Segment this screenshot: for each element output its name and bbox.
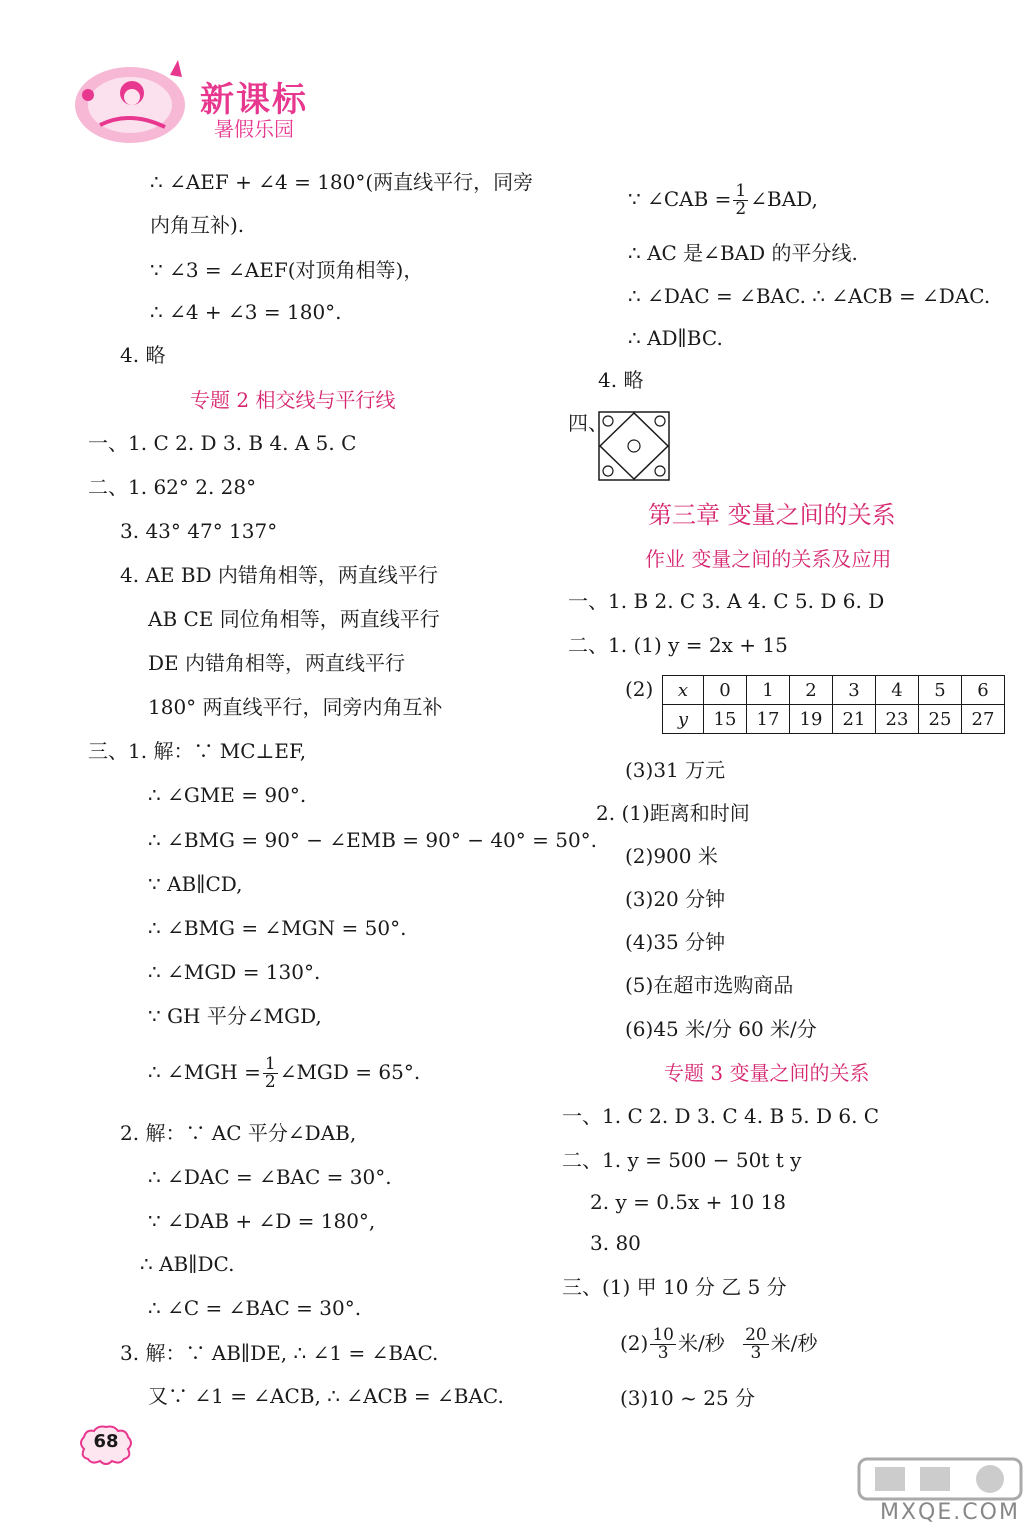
answer-line: 二、1. (1) y = 2x + 15 <box>568 633 788 657</box>
fraction-numerator: 1 <box>735 181 747 201</box>
answer-line: ∴ ∠BMG = ∠MGN = 50°. <box>148 916 407 940</box>
fraction <box>263 1056 278 1091</box>
fraction <box>743 1327 769 1362</box>
answer-line: ∴ ∠GME = 90°. <box>148 783 307 807</box>
fraction <box>650 1327 676 1362</box>
strawberry-grid-figure <box>598 411 670 481</box>
fraction-numerator: 1 <box>264 1054 276 1074</box>
fraction <box>733 183 748 218</box>
answer-line: 四、 <box>568 411 608 435</box>
answer-line: ∵ AB∥CD, <box>148 872 243 896</box>
table-header-x: x <box>663 676 704 705</box>
answer-line: 180° 两直线平行，同旁内角互补 <box>148 695 443 719</box>
answer-line: ∴ AD∥BC. <box>628 326 723 350</box>
fraction-denominator: 2 <box>264 1072 276 1092</box>
table-cell: 23 <box>876 705 919 734</box>
answer-line: (6)45 米/分 60 米/分 <box>625 1017 817 1041</box>
fraction-denominator: 2 <box>735 199 747 219</box>
table-cell: 5 <box>919 676 962 705</box>
answer-line: 二、1. y = 500 − 50t t y <box>562 1148 802 1172</box>
answer-line: AB CE 同位角相等，两直线平行 <box>148 607 440 631</box>
table-cell: 1 <box>747 676 790 705</box>
answer-line: (3)20 分钟 <box>625 887 726 911</box>
text-line: ∴ ∠4 + ∠3 = 180°. <box>150 300 342 324</box>
answer-line: 2. y = 0.5x + 10 18 <box>590 1190 787 1214</box>
answer-line: 4. AE BD 内错角相等，两直线平行 <box>120 563 438 587</box>
answer-line: ∴ AB∥DC. <box>140 1252 235 1276</box>
answer-line: 2. 解：∵ AC 平分∠DAB, <box>120 1121 357 1145</box>
answer-line: 3. 43° 47° 137° <box>120 519 278 543</box>
fraction-denominator: 3 <box>657 1343 669 1363</box>
answer-line: ∴ ∠DAC = ∠BAC = 30°. <box>148 1165 392 1189</box>
table-cell: 15 <box>704 705 747 734</box>
answer-line <box>628 183 818 218</box>
answer-line: ∴ AC 是∠BAD 的平分线. <box>628 241 858 265</box>
table-cell: 21 <box>833 705 876 734</box>
answer-line: ∴ ∠C = ∠BAC = 30°. <box>148 1296 362 1320</box>
fraction-suffix: ∠BAD, <box>750 187 818 211</box>
xy-value-table <box>662 675 1005 734</box>
logo-title: 新课标 <box>200 80 308 120</box>
table-header-y: y <box>663 705 704 734</box>
answer-line: 三、(1) 甲 10 分 乙 5 分 <box>562 1275 787 1299</box>
section-heading: 专题 3 变量之间的关系 <box>664 1061 870 1085</box>
section-heading: 作业 变量之间的关系及应用 <box>645 547 892 571</box>
answer-line: 4. 略 <box>598 368 644 392</box>
table-cell: 25 <box>919 705 962 734</box>
answer-line: 一、1. B 2. C 3. A 4. C 5. D 6. D <box>568 589 885 613</box>
table-row <box>663 676 1005 705</box>
table-cell: 2 <box>790 676 833 705</box>
answer-line: 一、1. C 2. D 3. C 4. B 5. D 6. C <box>562 1104 880 1128</box>
table-cell: 27 <box>962 705 1005 734</box>
text-line: ∴ ∠AEF + ∠4 = 180°(两直线平行，同旁 <box>150 170 534 194</box>
text-line: 内角互补). <box>150 213 245 237</box>
answer-line: (2)900 米 <box>625 844 718 868</box>
answer-line: 2. (1)距离和时间 <box>596 801 750 825</box>
answer-line: 又∵ ∠1 = ∠ACB, ∴ ∠ACB = ∠BAC. <box>148 1384 504 1408</box>
answer-line: (5)在超市选购商品 <box>625 973 794 997</box>
table-cell: 6 <box>962 676 1005 705</box>
table-cell: 3 <box>833 676 876 705</box>
answer-line: ∵ GH 平分∠MGD, <box>148 1004 322 1028</box>
answer-line: ∴ ∠MGD = 130°. <box>148 960 321 984</box>
answer-line: 三、1. 解：∵ MC⊥EF, <box>88 739 307 763</box>
unit-text: 米/秒 <box>770 1331 818 1355</box>
unit-text: 米/秒 <box>677 1331 725 1355</box>
fraction-numerator: 10 <box>652 1325 674 1345</box>
logo-subtitle: 暑假乐园 <box>214 117 294 141</box>
text-line: ∵ ∠3 = ∠AEF(对顶角相等)， <box>150 258 424 282</box>
answer-line: ∵ ∠DAB + ∠D = 180°, <box>148 1209 376 1233</box>
watermark-text: MXQE.COM <box>880 1500 1020 1525</box>
answer-line <box>620 1327 817 1362</box>
answer-line: ∴ ∠BMG = 90° − ∠EMB = 90° − 40° = 50°. <box>148 828 598 852</box>
fraction-numerator: 20 <box>745 1325 767 1345</box>
table-cell: 0 <box>704 676 747 705</box>
answer-line: 二、1. 62° 2. 28° <box>88 475 257 499</box>
answer-line: (4)35 分钟 <box>625 930 726 954</box>
answer-line: DE 内错角相等，两直线平行 <box>148 651 405 675</box>
answer-line: (3)31 万元 <box>625 758 726 782</box>
text-line: 4. 略 <box>120 343 166 367</box>
fraction-prefix: (2) <box>620 1331 649 1355</box>
fraction-denominator: 3 <box>750 1343 762 1363</box>
answer-line: (3)10 ~ 25 分 <box>620 1386 756 1410</box>
answer-line: (2) <box>625 677 654 701</box>
table-cell: 4 <box>876 676 919 705</box>
answer-line: 一、1. C 2. D 3. B 4. A 5. C <box>88 431 357 455</box>
fraction-prefix: ∵ ∠CAB = <box>628 187 732 211</box>
table-cell: 19 <box>790 705 833 734</box>
page-number: 68 <box>93 1431 119 1452</box>
answer-line: 3. 解：∵ AB∥DE, ∴ ∠1 = ∠BAC. <box>120 1341 439 1365</box>
table-row <box>663 705 1005 734</box>
fraction-suffix: ∠MGD = 65°. <box>279 1060 421 1084</box>
section-heading: 专题 2 相交线与平行线 <box>190 388 396 412</box>
answer-line <box>148 1056 420 1091</box>
fraction-prefix: ∴ ∠MGH = <box>148 1060 261 1084</box>
chapter-title: 第三章 变量之间的关系 <box>648 501 896 529</box>
table-cell: 17 <box>747 705 790 734</box>
answer-line: ∴ ∠DAC = ∠BAC. ∴ ∠ACB = ∠DAC. <box>628 284 991 308</box>
answer-line: 3. 80 <box>590 1231 641 1255</box>
